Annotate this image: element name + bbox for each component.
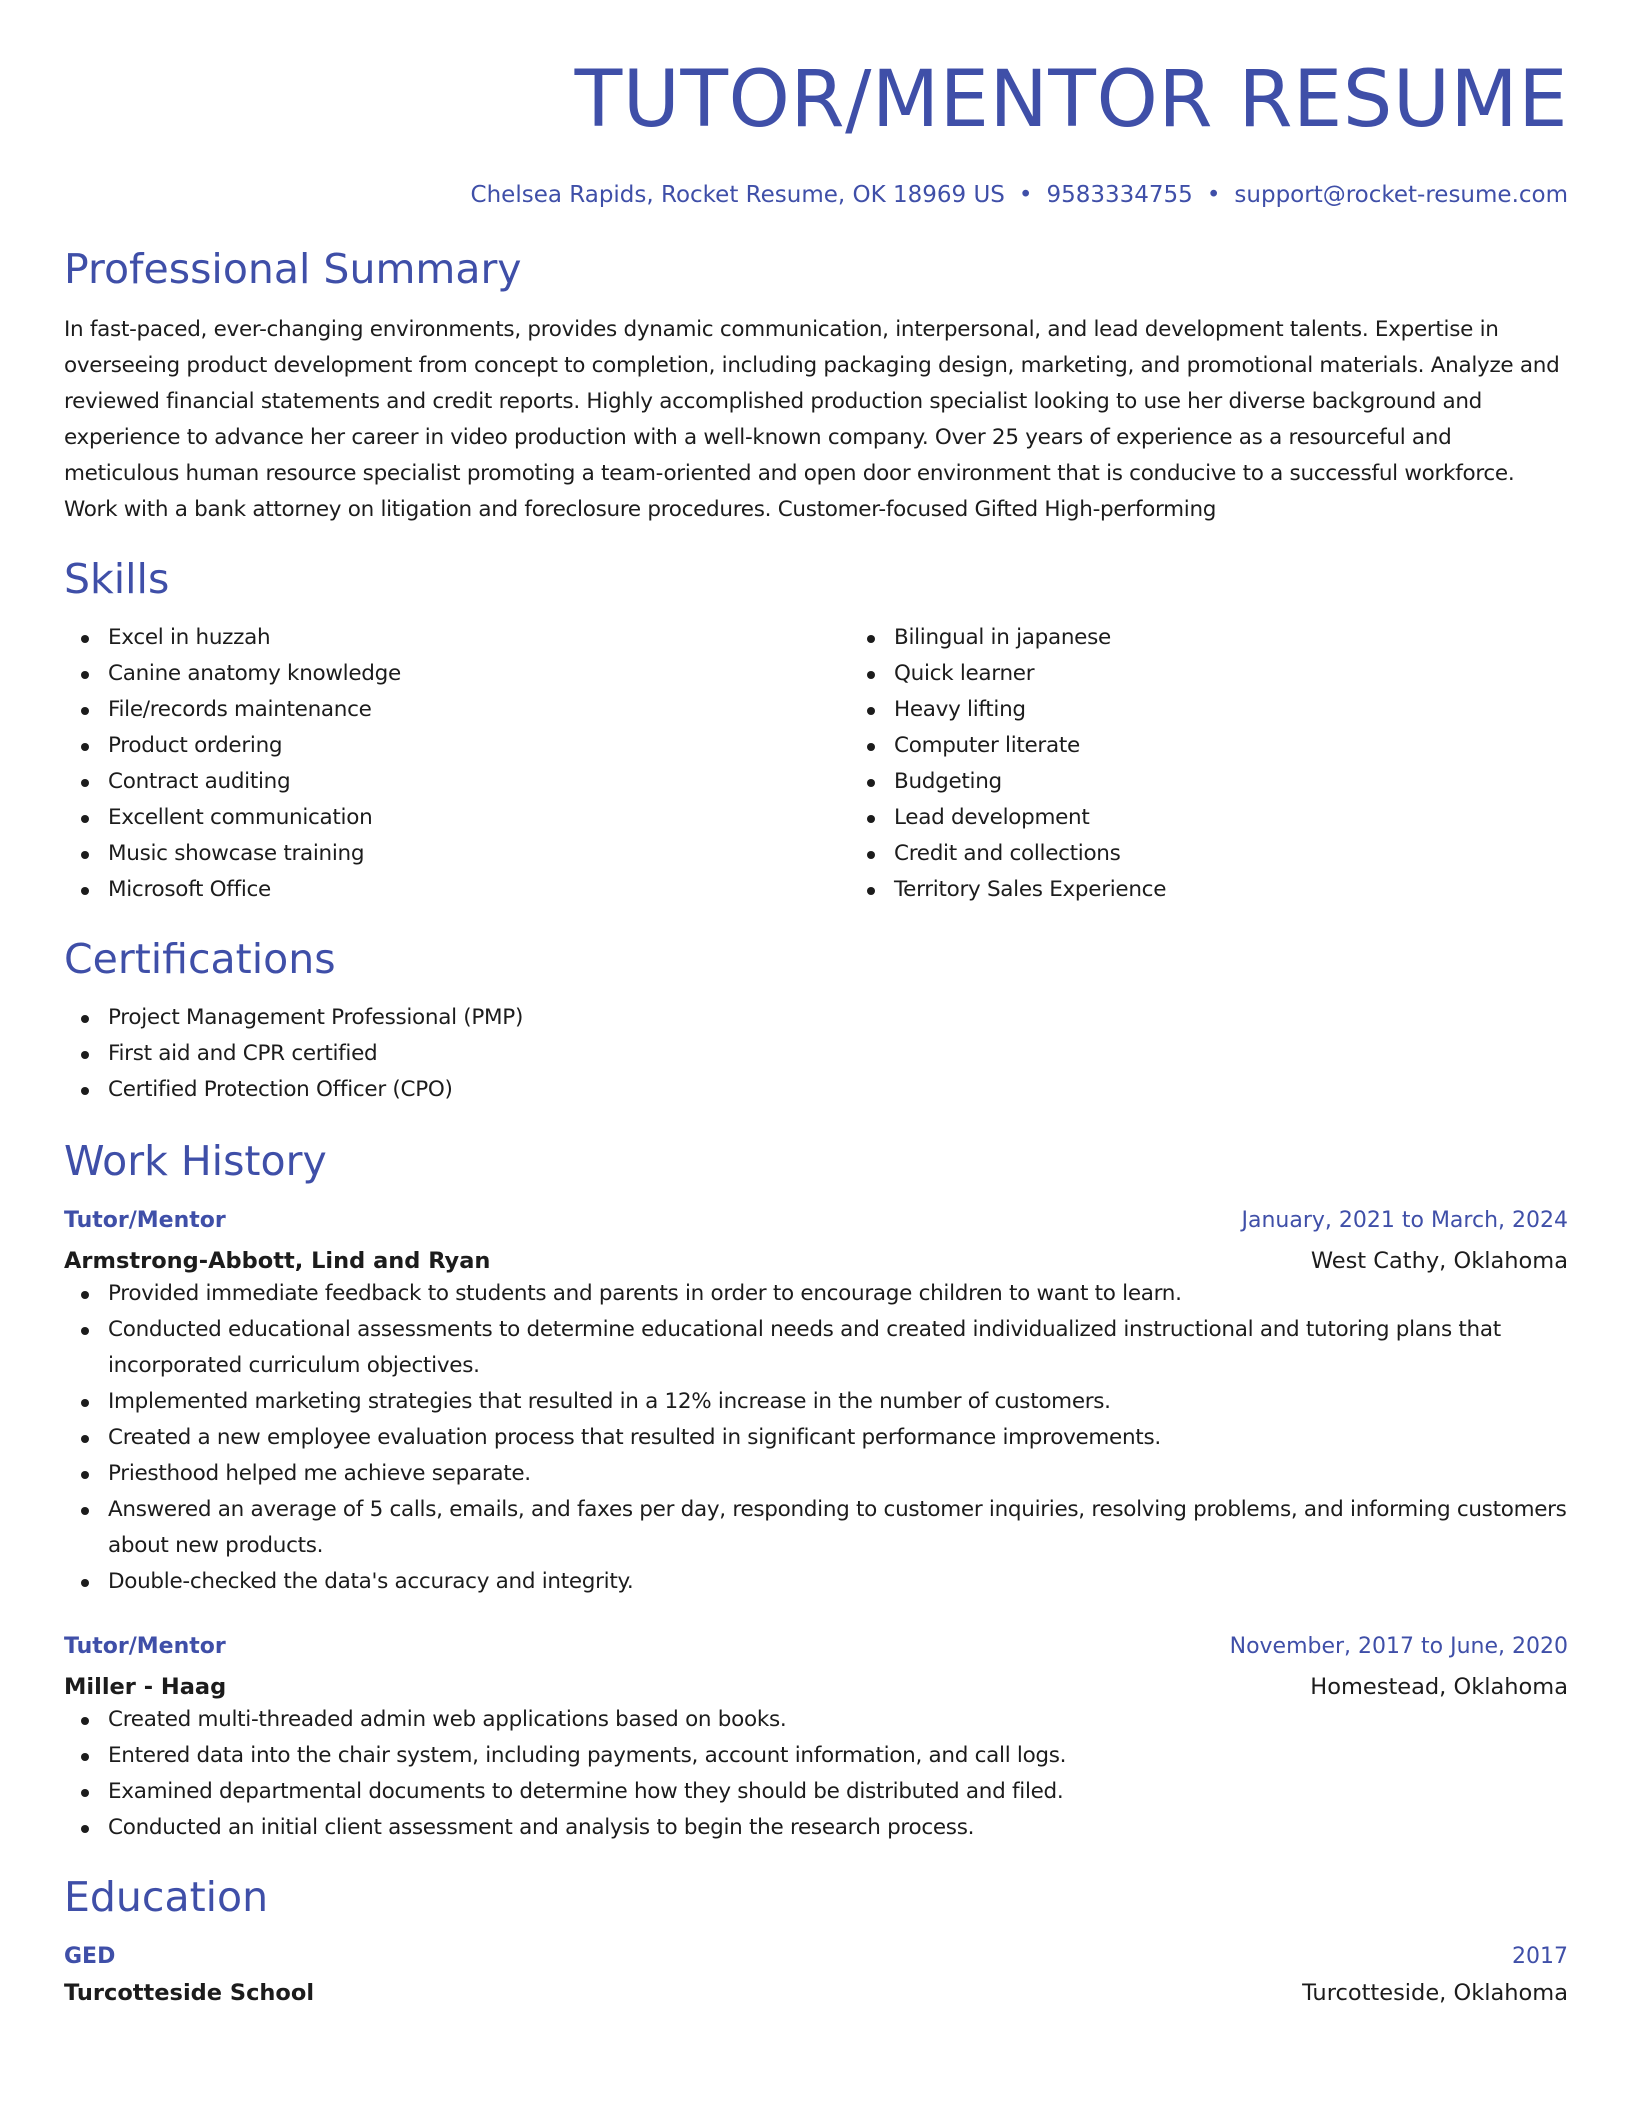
certifications-list [64,1000,1568,1108]
education-school: Turcotteside School [64,1980,315,2006]
job-bullet: Entered data into the chair system, including payments, account information, and call logs. [108,1738,1568,1774]
work-history-heading: Work History [64,1137,327,1185]
skills-heading: Skills [64,555,170,603]
job-bullets [64,1276,1568,1600]
job-bullet: Created multi-threaded admin web applications based on books. [108,1702,1568,1738]
job-role: Tutor/Mentor [64,1634,226,1659]
skills-columns [64,620,1568,908]
job-dates: January, 2021 to March, 2024 [1241,1208,1568,1233]
skill-item: Lead development [894,800,1632,836]
summary-text: In fast-paced, ever-changing environments, provides dynamic communication, interpersonal, and lead development talents. Expertise in overseeing product development from concept to completion, including packaging design, marketing, and promotional materials. Analyze and reviewed financial statements and credit reports. Highly accomplished production specialist looking to use her diverse background and experience to advance her career in video production with a well-known company. Over 25 years of experience as a resourceful and meticulous human resource specialist promoting a team-oriented and open door environment that is conducive to a successful workforce. Work with a bank attorney on litigation and foreclosure procedures. Customer-focused Gifted High-performing [64,317,1560,522]
job-bullet: Examined departmental documents to determine how they should be distributed and filed. [108,1774,1568,1810]
contact-address: Chelsea Rapids, Rocket Resume, OK 18969 US [470,182,1005,208]
job-subheader [64,1246,1568,1276]
skill-item: Budgeting [894,764,1632,800]
contact-phone: 9583334755 [1046,182,1193,208]
education-entry [64,1942,1568,2008]
skill-item: Computer literate [894,728,1632,764]
skill-item: Contract auditing [108,764,850,800]
job-bullet: Created a new employee evaluation process that resulted in significant performance improvements. [108,1420,1568,1456]
skill-item: Heavy lifting [894,692,1632,728]
skills-list-right [850,620,1632,908]
skill-item: Music showcase training [108,836,850,872]
job-company: Miller - Haag [64,1674,227,1700]
skill-item: Excel in huzzah [108,620,850,656]
job-location: Homestead, Oklahoma [1310,1674,1568,1700]
job-bullet: Provided immediate feedback to students and parents in order to encourage children to want to learn. [108,1276,1568,1312]
job-location: West Cathy, Oklahoma [1310,1248,1568,1274]
job-subheader [64,1672,1568,1702]
job-bullet: Conducted educational assessments to determine educational needs and created individualized instructional and tutoring plans that incorporated curriculum objectives. [108,1312,1568,1384]
job-company: Armstrong-Abbott, Lind and Ryan [64,1248,491,1274]
certification-item: Project Management Professional (PMP) [108,1000,1568,1036]
job-bullet: Implemented marketing strategies that resulted in a 12% increase in the number of customers. [108,1384,1568,1420]
contact-email: support@rocket-resume.com [1234,182,1568,208]
education-degree: GED [64,1944,116,1969]
skill-item: Quick learner [894,656,1632,692]
job-bullet: Double-checked the data's accuracy and integrity. [108,1564,1568,1600]
skill-item: Excellent communication [108,800,850,836]
contact-separator: • [1206,182,1221,208]
certification-item: First aid and CPR certified [108,1036,1568,1072]
job-bullet: Answered an average of 5 calls, emails, and faxes per day, responding to customer inquiries, resolving problems, and informing customers about new products. [108,1492,1568,1564]
job-dates: November, 2017 to June, 2020 [1229,1634,1568,1659]
skill-item: Credit and collections [894,836,1632,872]
skill-item: Bilingual in japanese [894,620,1632,656]
education-heading: Education [64,1873,269,1921]
skill-item: Product ordering [108,728,850,764]
skill-item: Canine anatomy knowledge [108,656,850,692]
summary-heading: Professional Summary [64,245,522,293]
certifications-heading: Certifications [64,935,336,983]
skills-list-left [64,620,850,908]
job-header [64,1632,1568,1662]
skill-item: Microsoft Office [108,872,850,908]
job-bullet: Priesthood helped me achieve separate. [108,1456,1568,1492]
job-header [64,1206,1568,1236]
education-header [64,1942,1568,1972]
contact-line [64,180,1568,210]
contact-separator: • [1018,182,1033,208]
job-role: Tutor/Mentor [64,1208,226,1233]
education-location: Turcotteside, Oklahoma [1302,1980,1568,2006]
job-entry [64,1632,1568,1846]
certification-item: Certified Protection Officer (CPO) [108,1072,1568,1108]
education-year: 2017 [1512,1944,1568,1969]
skill-item: Territory Sales Experience [894,872,1632,908]
education-subheader [64,1978,1568,2008]
job-entry [64,1206,1568,1600]
job-bullets [64,1702,1568,1846]
skill-item: File/records maintenance [108,692,850,728]
resume-title: TUTOR/MENTOR RESUME [574,55,1568,145]
job-bullet: Conducted an initial client assessment and analysis to begin the research process. [108,1810,1568,1846]
